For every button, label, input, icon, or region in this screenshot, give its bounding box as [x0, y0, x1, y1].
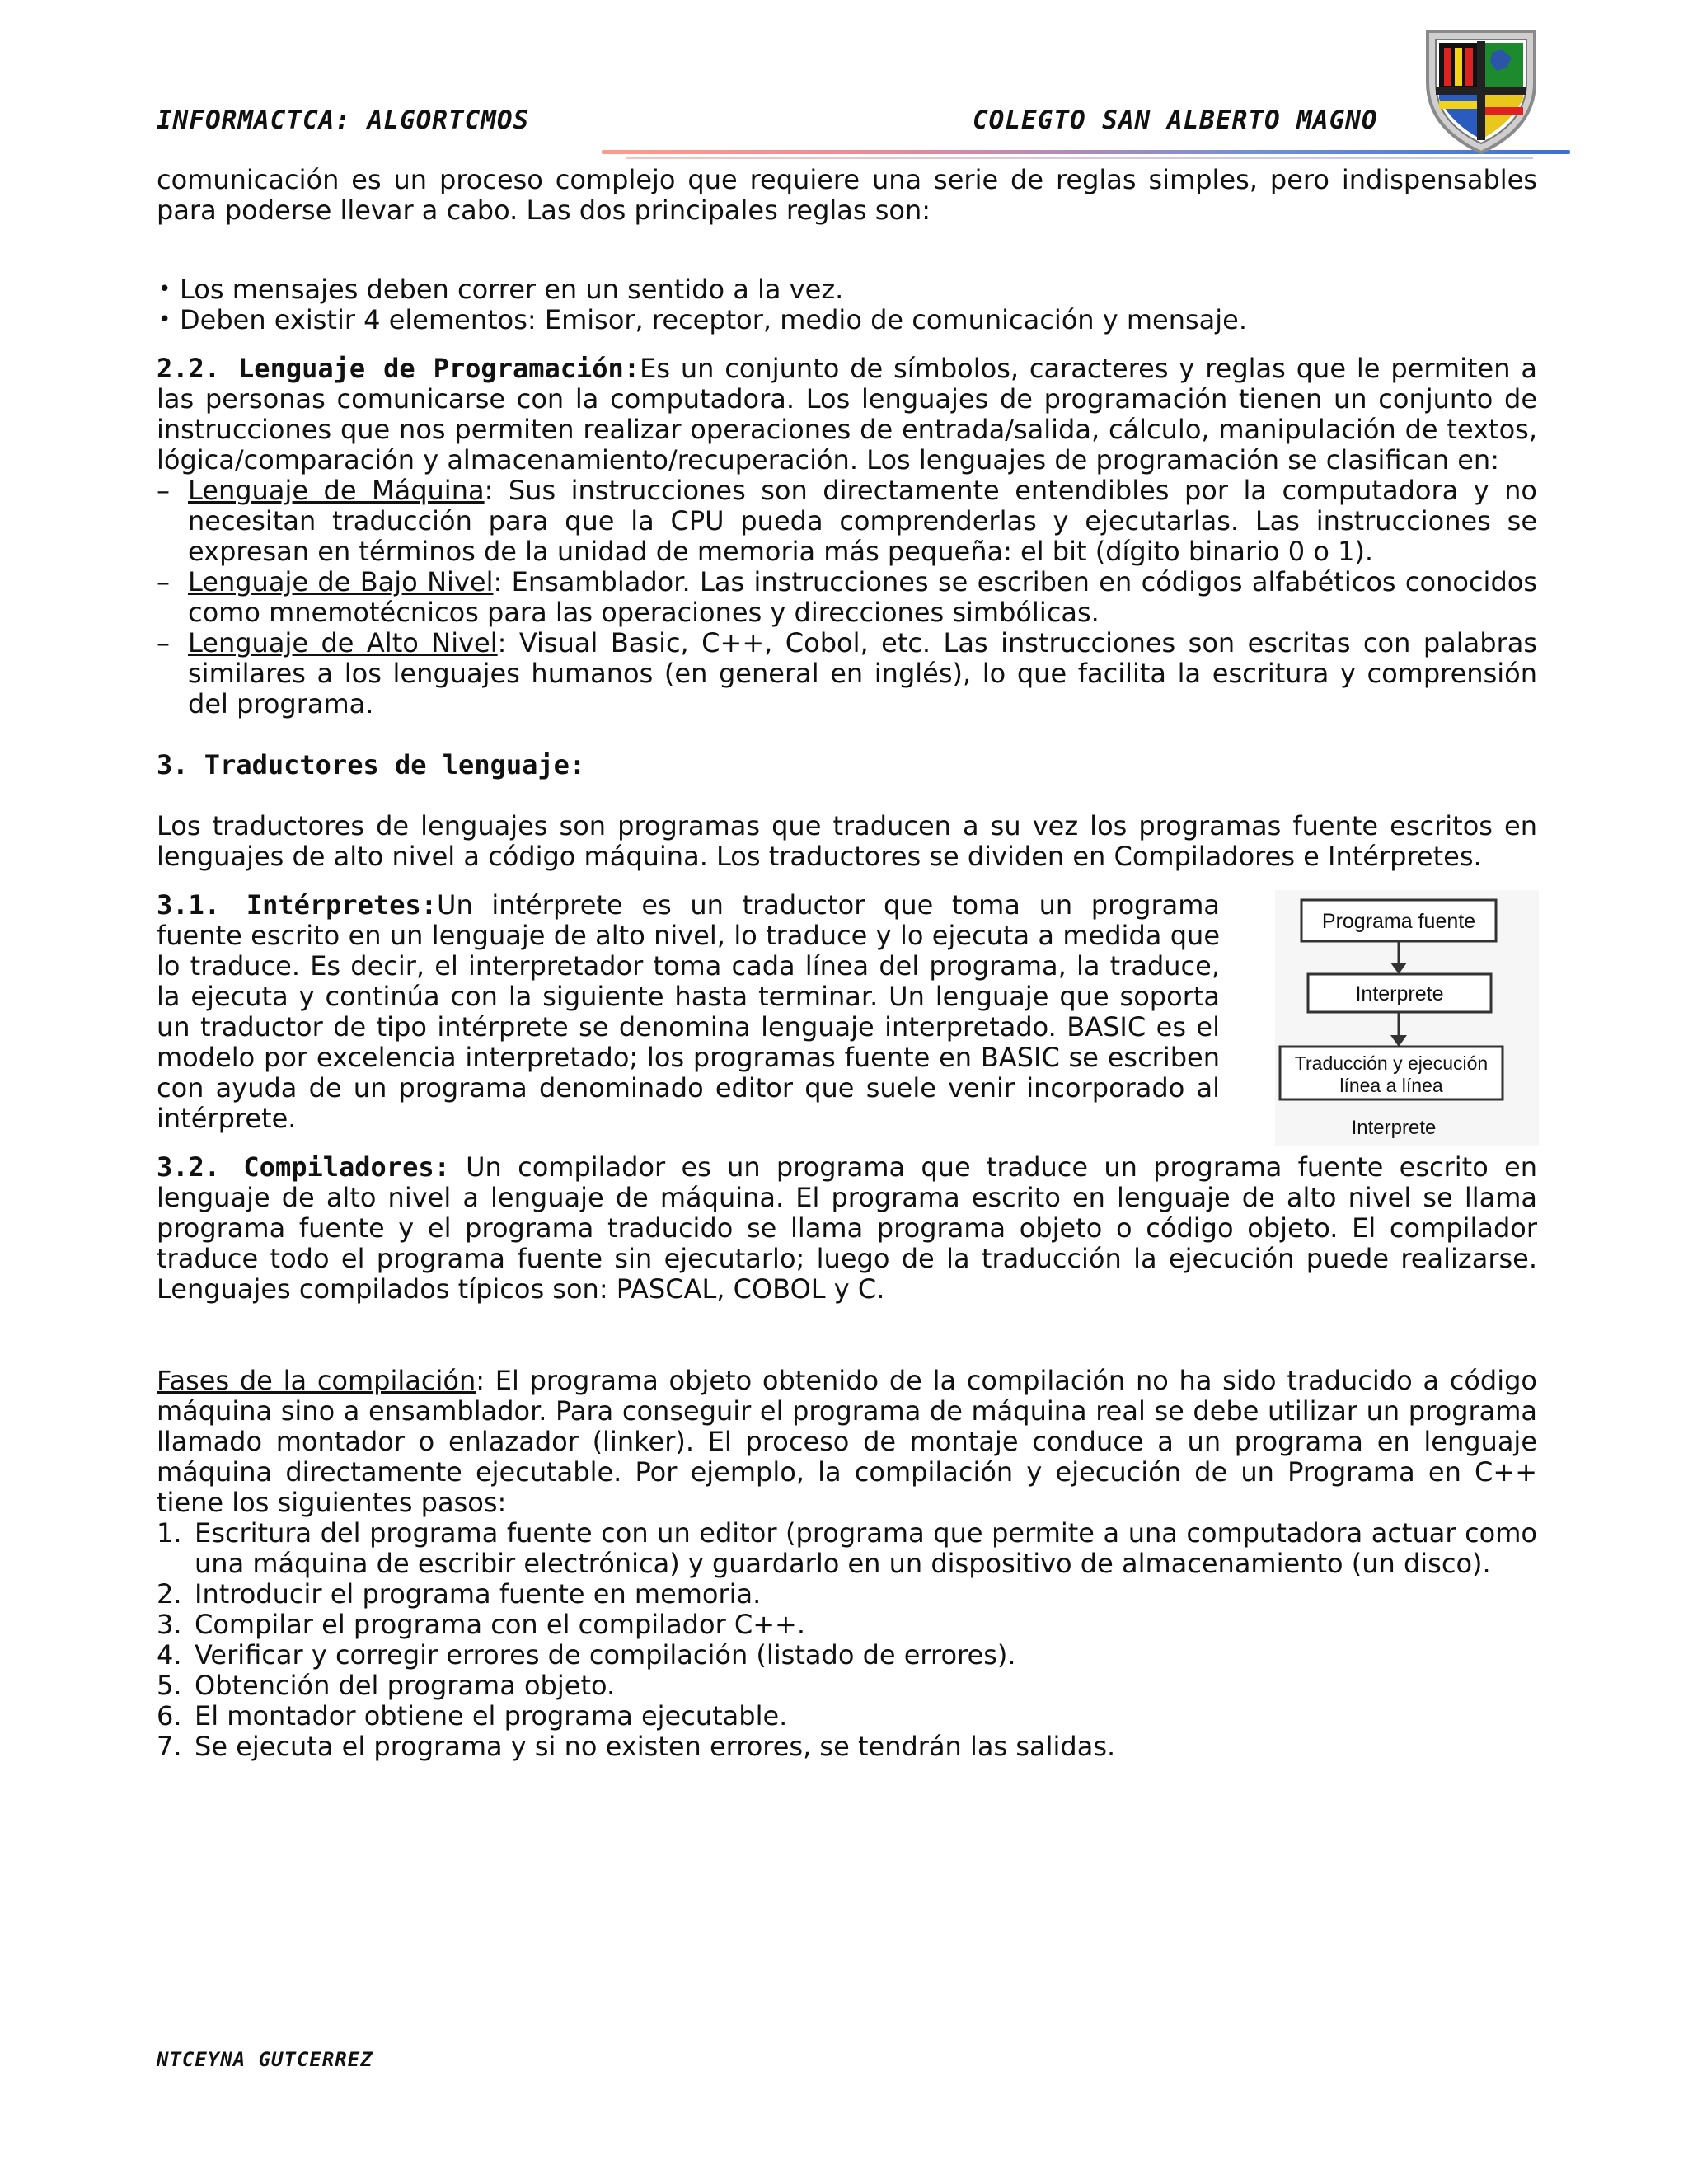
section-3-1-text: Un intérprete es un traductor que toma un programa fuente escrito en un lenguaje de alto nivel, lo traduce y lo ejecuta a medida que lo traduce. Es decir, el interpretador toma cada línea del programa, la traduce, la ejecuta y continúa con la siguiente hasta terminar. Un lenguaje que soporta un traductor de tipo intérprete se denomina lenguaje interpretado. BASIC es el modelo por excelencia interpretado; los programas fuente en BASIC se escriben con ayuda de un programa denominado editor que suele venir incorporado al intérprete. — [157, 889, 1220, 1134]
low-level-language-term: Lenguaje de Bajo Nivel — [188, 566, 494, 598]
diagram-box-translation-line1: Traducción y ejecución — [1294, 1052, 1489, 1074]
intro-paragraph: comunicación es un proceso complejo que requiere una serie de reglas simples, pero indispensables para poderse llevar a cabo. Las dos principales reglas son: — [157, 164, 1537, 226]
section-3-2-paragraph — [157, 1152, 1537, 1305]
section-3-2-heading: 3.2. Compiladores: — [157, 1151, 450, 1183]
list-item: 3. Compilar el programa con el compilador C++. — [157, 1609, 806, 1640]
section-2-2-text: Es un conjunto de símbolos, caracteres y reglas que le permiten a las personas comunicarse con la computadora. Los lenguajes de programación tienen un conjunto de instrucciones que nos permiten realizar operaciones de entrada/salida, cálculo, manipulación de textos, lógica/comparación y almacenamiento/recuperación. Los lenguajes de programación se clasifican en: — [157, 353, 1538, 476]
page-header — [0, 0, 1688, 165]
list-item: 5. Obtención del programa objeto. — [157, 1670, 616, 1701]
section-2-2-paragraph — [157, 354, 1537, 476]
page-content — [157, 165, 1537, 1762]
language-types-list — [157, 476, 1537, 719]
section-3-1-paragraph — [157, 890, 1220, 1134]
list-item — [188, 628, 1537, 719]
diagram-box-source-label: Programa fuente — [1321, 910, 1476, 933]
compilation-phases-text: : El programa objeto obtenido de la compilación no ha sido traducido a código máquina sino a ensamblador. Para conseguir el programa de máquina real se debe utilizar un programa llamado montador o enlazador (linker). El proceso de montaje conduce a un programa en lenguaje máquina directamente ejecutable. Por ejemplo, la compilación y ejecución de un Programa en C++ tiene los siguientes pasos: — [157, 1365, 1538, 1518]
diagram-caption: Interprete — [1351, 1117, 1437, 1139]
compilation-phases-paragraph — [157, 1366, 1537, 1518]
machine-language-term: Lenguaje de Máquina — [188, 475, 485, 506]
section-3-2-text: Un compilador es un programa que traduce un programa fuente escrito en lenguaje de alto nivel a lenguaje de máquina. El programa escrito en lenguaje de alto nivel se llama programa fuente y el programa traducido se llama programa objeto o código objeto. El compilador traduce todo el programa fuente sin ejecutarlo; luego de la traducción la ejecución puede realizarse. Lenguajes compilados típicos son: PASCAL, COBOL y C. — [157, 1151, 1538, 1305]
interpreter-flow-diagram — [1275, 890, 1539, 1146]
compilation-steps-list — [157, 1518, 1537, 1762]
communication-rules-list — [157, 274, 1537, 335]
high-level-language-text: : Visual Basic, C++, Cobol, etc. Las instrucciones son escritas con palabras similares a los lenguajes humanos (en general en inglés), lo que facilita la escritura y comprensión del programa. — [188, 627, 1538, 719]
low-level-language-text: : Ensamblador. Las instrucciones se escriben en códigos alfabéticos conocidos como mnemotécnicos para las operaciones y direcciones simbólicas. — [188, 566, 1538, 628]
list-item: • Los mensajes deben correr en un sentido a la vez. — [180, 274, 1537, 305]
list-item: 1. Escritura del programa fuente con un editor (programa que permite a una computadora actuar como una máquina de escribir electrónica) y guardarlo en un dispositivo de almacenamiento (un disco). — [157, 1517, 1537, 1579]
school-crest-logo — [1419, 25, 1543, 157]
high-level-language-term: Lenguaje de Alto Nivel — [188, 627, 498, 658]
list-item: 6. El montador obtiene el programa ejecutable. — [157, 1700, 788, 1732]
list-item — [188, 567, 1537, 628]
compilation-phases-title: Fases de la compilación — [157, 1365, 476, 1396]
section-3-paragraph: Los traductores de lenguajes son programas que traducen a su vez los programas fuente escritos en lenguajes de alto nivel a código máquina. Los traductores se dividen en Compiladores e Intérpretes. — [157, 810, 1537, 872]
diagram-box-interpreter-label: Interprete — [1355, 982, 1444, 1005]
machine-language-text: : Sus instrucciones son directamente entendibles por la computadora y no necesitan traducción para que la CPU pueda comprenderlas y ejecutarlas. Las instrucciones se expresan en términos de la unidad de memoria más pequeña: el bit (dígito binario 0 o 1). — [188, 475, 1538, 567]
interpreters-section — [157, 889, 1537, 1139]
crest-shield-icon — [1419, 25, 1543, 157]
section-3-heading: 3. Traductores de lenguaje: — [157, 749, 586, 780]
list-item: • Deben existir 4 elementos: Emisor, receptor, medio de comunicación y mensaje. — [180, 305, 1537, 335]
diagram-box-translation-line2: línea a línea — [1339, 1075, 1443, 1096]
header-divider-secondary — [626, 157, 1533, 159]
list-item — [188, 476, 1537, 567]
header-school-name: COLEGTO SAN ALBERTO MAGNO — [973, 105, 1378, 135]
footer-author: NTCEYNA GUTCERREZ — [157, 2048, 373, 2071]
section-3-1-heading: 3.1. Intérpretes: — [157, 889, 438, 921]
header-subject-title: INFORMACTCA: ALGORTCMOS — [157, 105, 530, 135]
interpreter-diagram-svg — [1275, 890, 1539, 1146]
list-item: 4. Verificar y corregir errores de compilación (listado de errores). — [157, 1639, 1016, 1671]
list-item: 2. Introducir el programa fuente en memoria. — [157, 1578, 762, 1610]
section-2-2-heading: 2.2. Lenguaje de Programación: — [157, 353, 640, 384]
list-item: 7. Se ejecuta el programa y si no existen errores, se tendrán las salidas. — [157, 1731, 1116, 1762]
